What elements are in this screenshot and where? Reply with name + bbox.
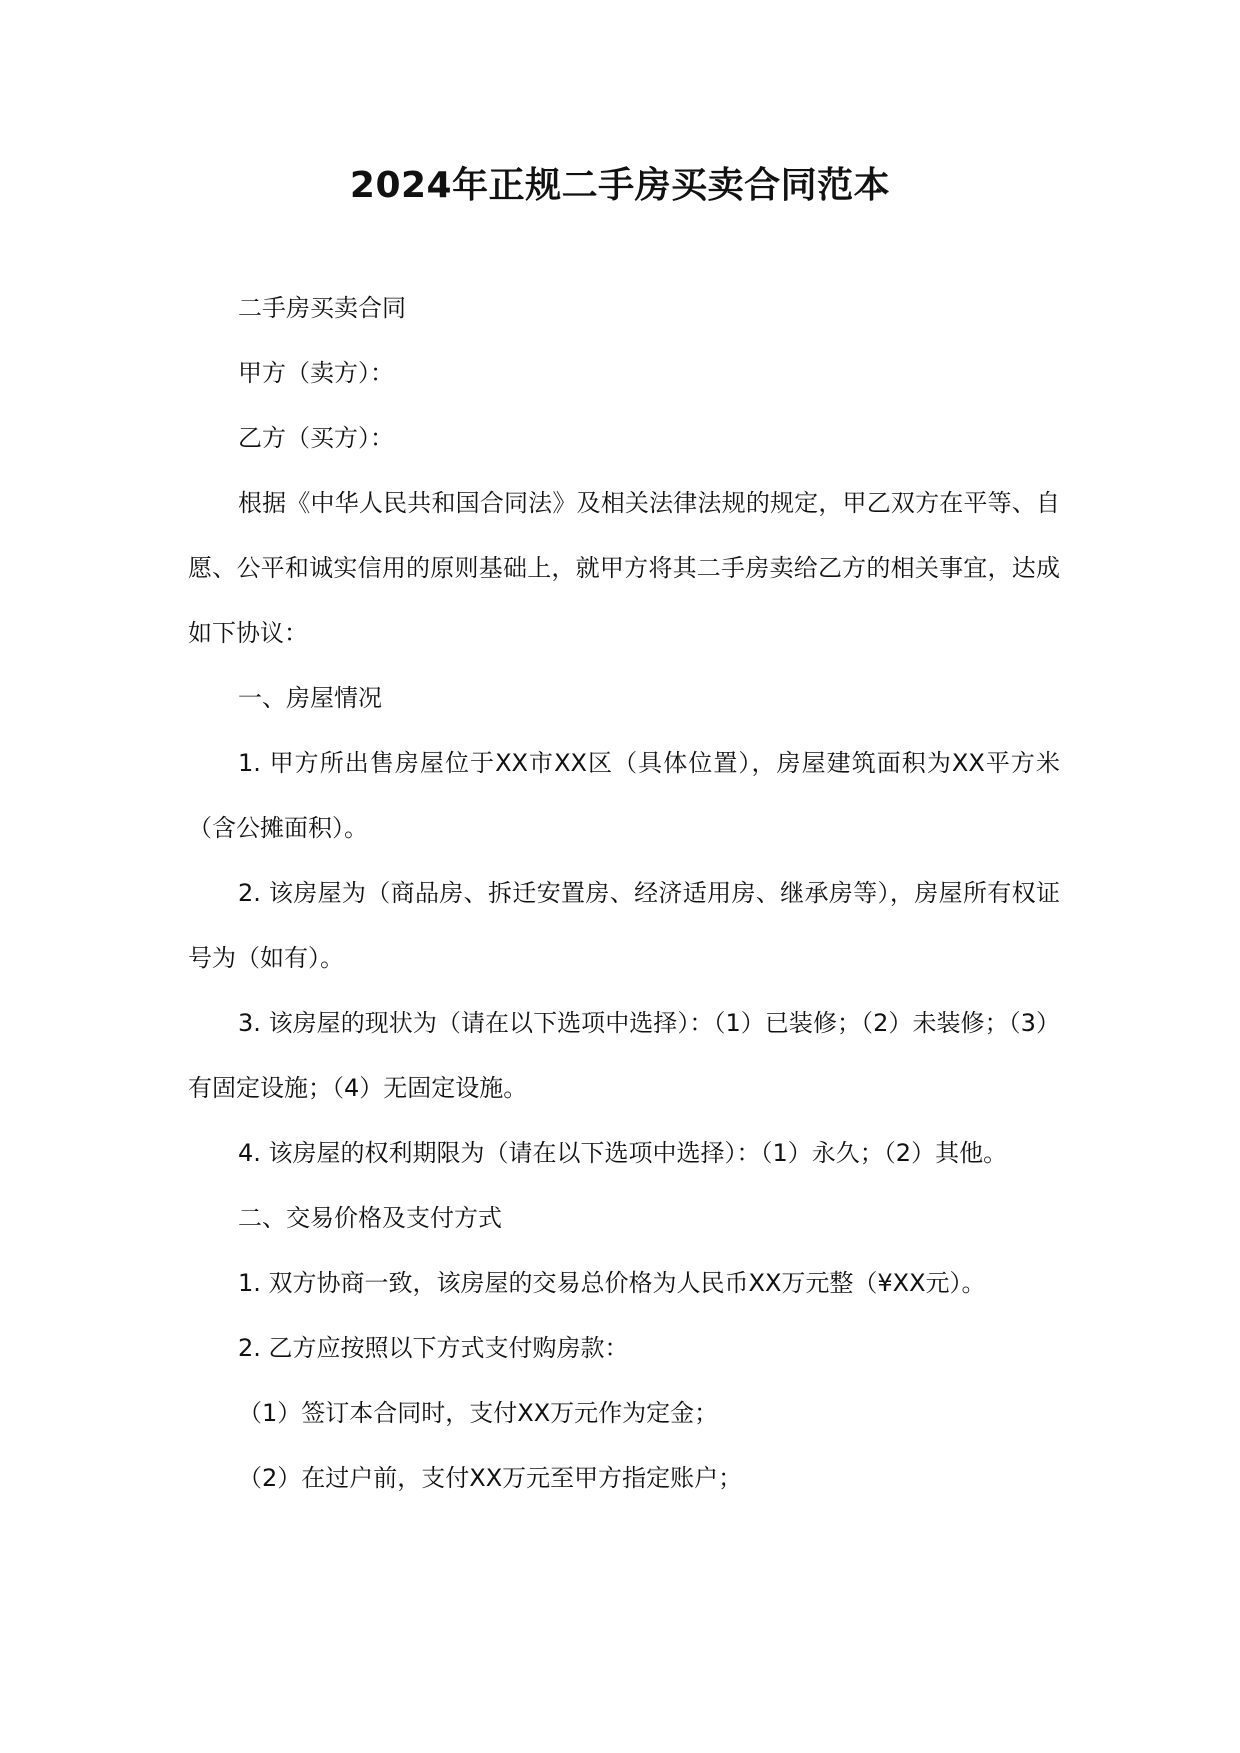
party-a-line: 甲方（卖方）： (238, 359, 394, 387)
party-b-line: 乙方（买方）： (238, 424, 394, 452)
section-heading-property: 一、房屋情况 (238, 684, 382, 712)
clause-2-1: 1. 双方协商一致，该房屋的交易总价格为人民币XX万元整（¥XX元）。 (238, 1269, 986, 1297)
document-title: 2024年正规二手房买卖合同范本 (349, 165, 891, 206)
section-heading-price: 二、交易价格及支付方式 (238, 1204, 502, 1232)
preamble-paragraph: 根据《中华人民共和国合同法》及相关法律法规的规定，甲乙双方在平等、自愿、公平和诚实信用的原则基础上，就甲方将其二手房卖给乙方的相关事宜，达成如下协议： (188, 489, 1060, 647)
clause-1-2: 2. 该房屋为（商品房、拆迁安置房、经济适用房、继承房等），房屋所有权证号为（如有）。 (188, 879, 1060, 972)
clause-1-3: 3. 该房屋的现状为（请在以下选项中选择）：（1）已装修；（2）未装修；（3）有固定设施；（4）无固定设施。 (188, 1009, 1060, 1102)
clause-2-2: 2. 乙方应按照以下方式支付购房款： (238, 1334, 629, 1362)
clause-1-4: 4. 该房屋的权利期限为（请在以下选项中选择）：（1）永久；（2）其他。 (238, 1139, 1008, 1167)
clause-1-1: 1. 甲方所出售房屋位于XX市XX区（具体位置），房屋建筑面积为XX平方米（含公摊面积）。 (188, 749, 1060, 842)
payment-item-1: （1）签订本合同时，支付XX万元作为定金； (238, 1399, 719, 1427)
contract-heading: 二手房买卖合同 (238, 294, 406, 322)
payment-item-2: （2）在过户前，支付XX万元至甲方指定账户； (238, 1464, 743, 1492)
document-body (188, 276, 1060, 1511)
